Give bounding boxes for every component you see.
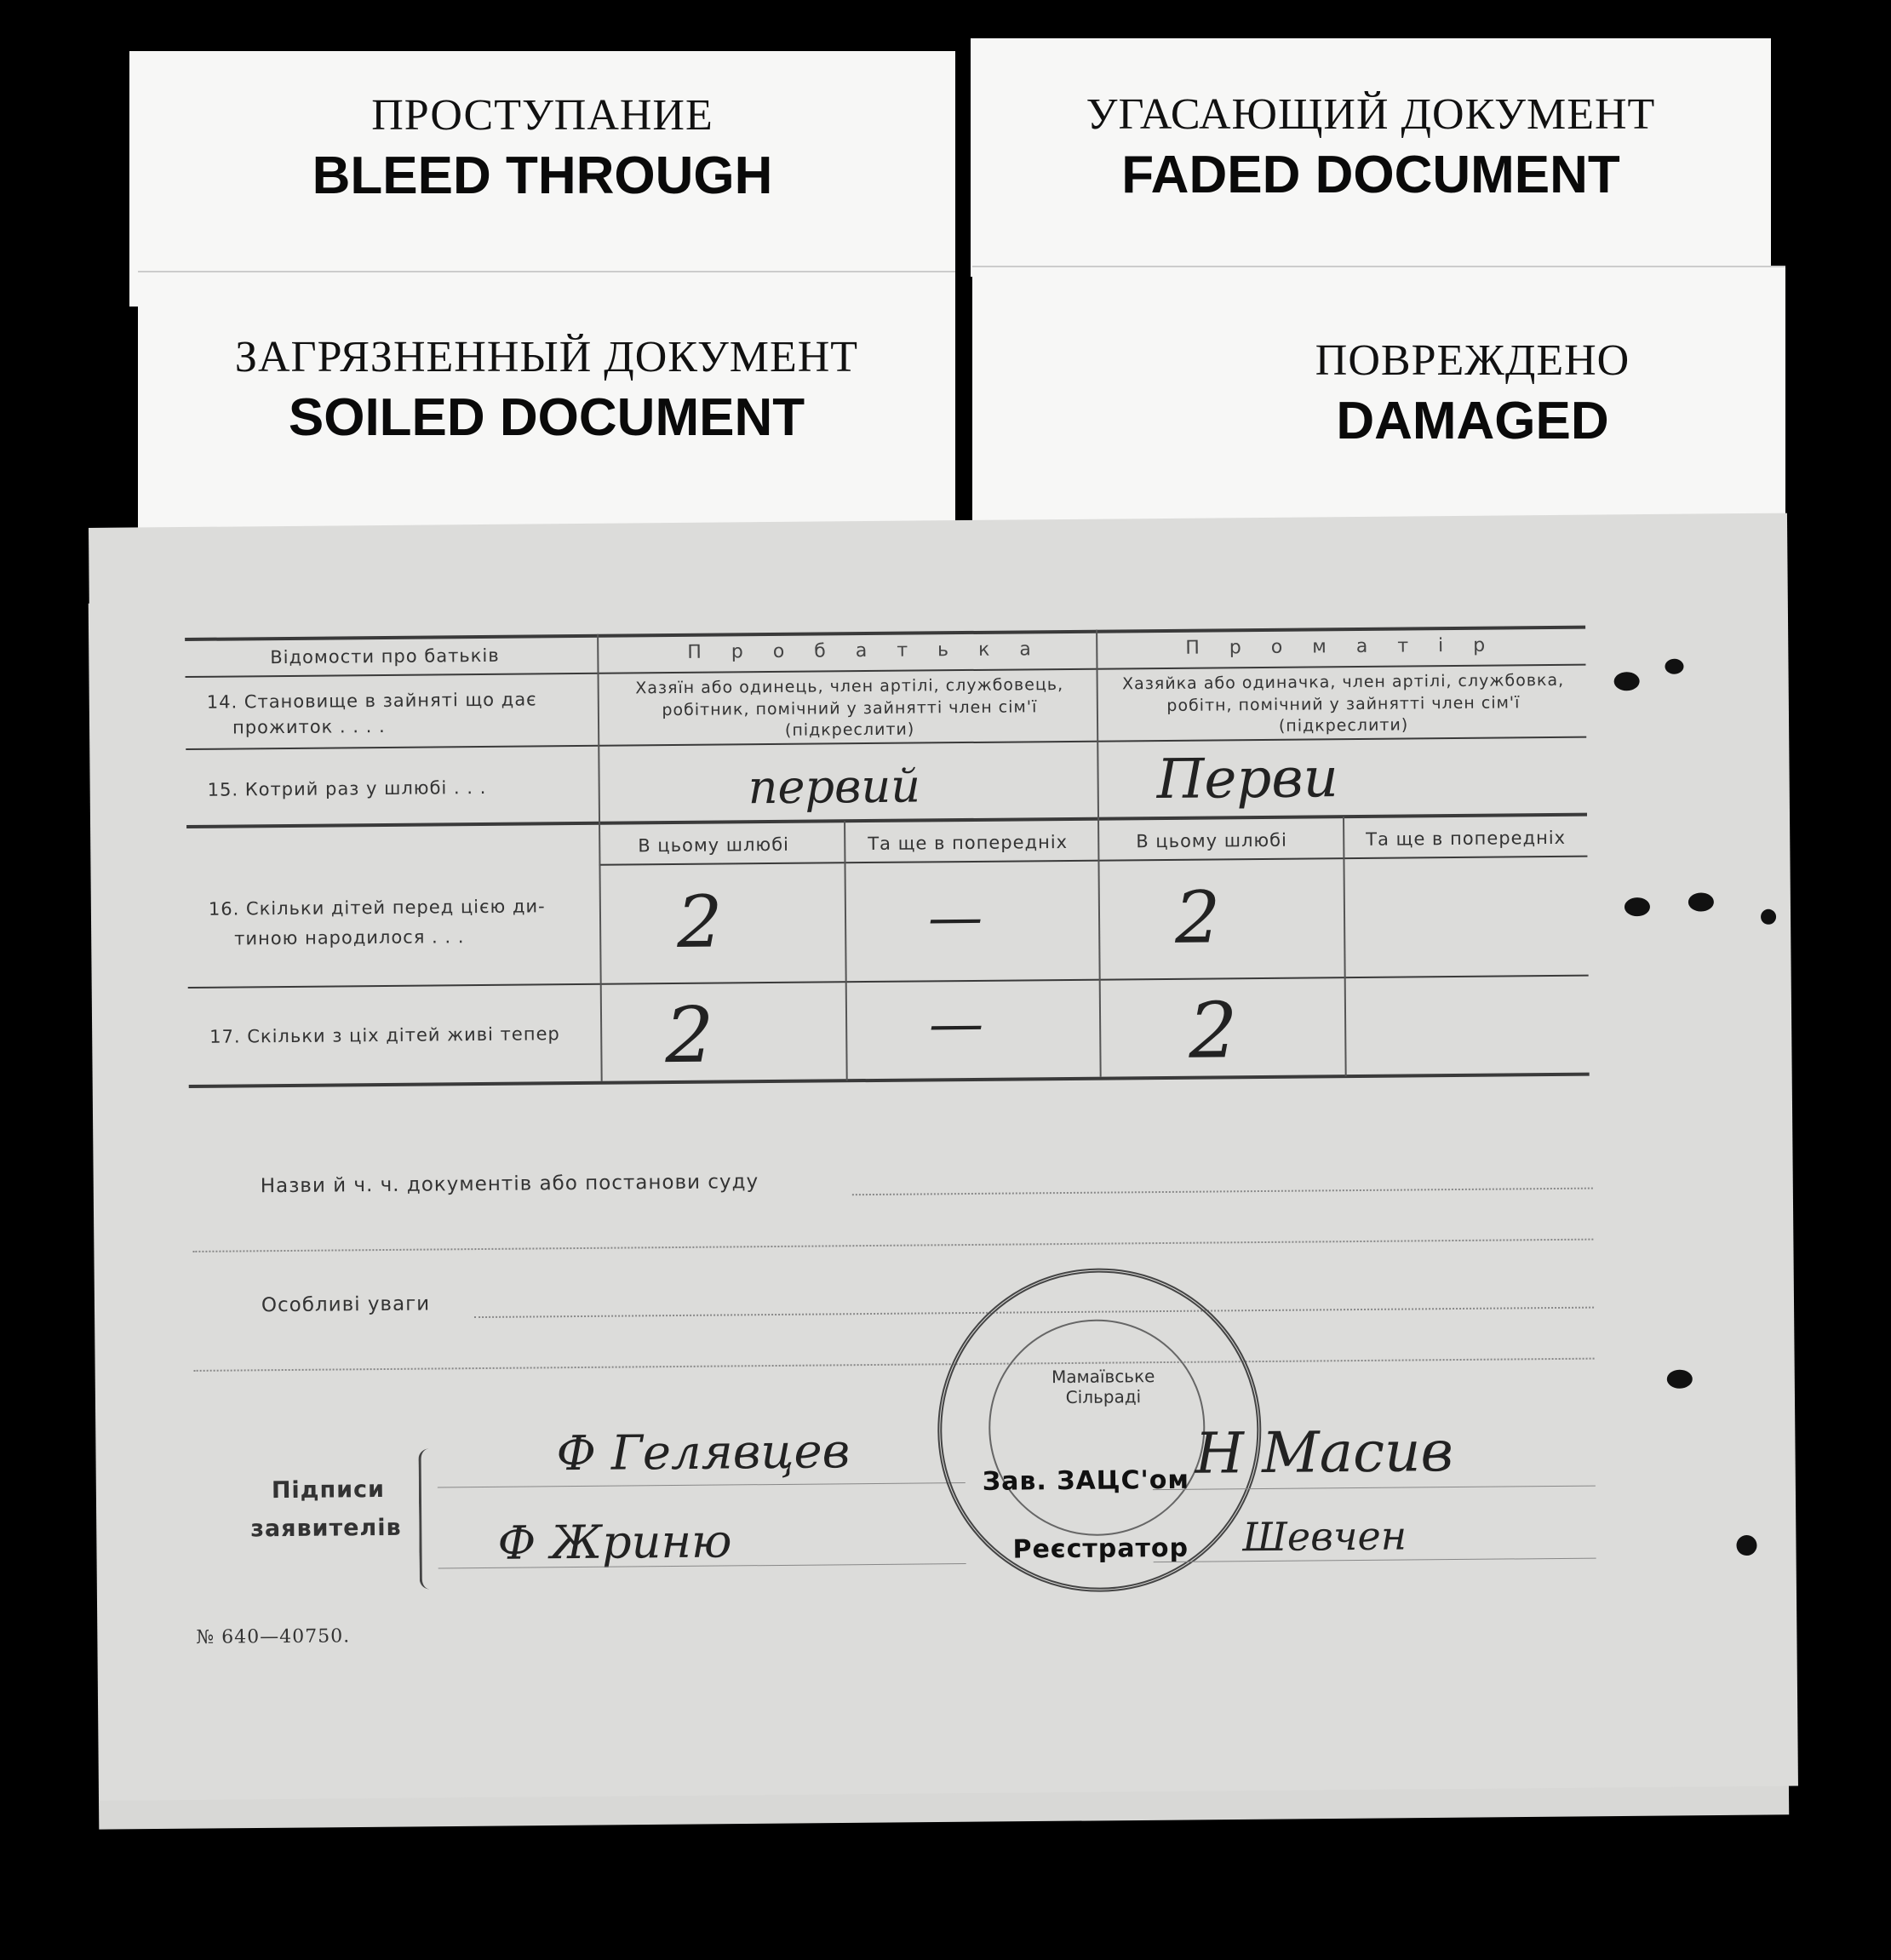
seal-text: Мамаївське Сільраді (1051, 1366, 1155, 1408)
row15-label: 15. Котрий раз у шлюбі . . . (207, 777, 487, 800)
row14-label-cont: прожиток . . . . (232, 715, 386, 738)
card-title-ru: УГАСАЮЩИЙ ДОКУМЕНТ (1086, 90, 1656, 139)
row15-father-value: первий (748, 759, 921, 815)
header-mother: П р о м а т і р (1185, 634, 1498, 659)
faded-document-card (971, 38, 1771, 277)
notes-label: Особливі уваги (261, 1292, 431, 1317)
row17-label: 17. Скільки з ціх дітей живі тепер (209, 1023, 560, 1047)
card-title-en: FADED DOCUMENT (1121, 146, 1620, 204)
registry-form-sheet (89, 513, 1798, 1801)
applicants-label: заявителів (250, 1514, 402, 1543)
header-father: П р о б а т ь к а (687, 639, 1043, 663)
parents-table (185, 626, 1585, 1081)
row17-mother-this: 2 (1188, 986, 1238, 1076)
subheader-father-previous: Та ще в попередніх (868, 831, 1069, 855)
registrar-signature: Шевчен (1242, 1512, 1407, 1561)
subheader-father-this: В цьому шлюбі (638, 834, 790, 857)
card-title-ru: ПОВРЕЖДЕНО (1315, 336, 1630, 385)
row16-mother-this: 2 (1174, 875, 1221, 960)
row16-label-cont: тиною народилося . . . (234, 926, 465, 949)
row16-father-previous: — (927, 885, 983, 950)
applicant-signature-1: Ф Гелявцев (556, 1424, 851, 1482)
row17-father-previous: — (928, 992, 984, 1057)
subheader-mother-previous: Та ще в попередніх (1366, 827, 1567, 850)
row14-label: 14. Становище в зайняті що дає (206, 689, 537, 713)
row16-label: 16. Скільки дітей перед цією ди- (208, 896, 546, 920)
zags-head-label: Зав. ЗАЦС'ом (982, 1464, 1190, 1497)
card-title-ru: ПРОСТУПАНИЕ (371, 91, 713, 140)
row15-mother-value: Перви (1156, 747, 1339, 812)
row17-father-this: 2 (664, 990, 714, 1081)
subheader-mother-this: В цьому шлюбі (1136, 829, 1288, 852)
applicant-signature-2: Ф Жриню (497, 1514, 732, 1570)
header-parents-info: Відомости про батьків (270, 645, 500, 668)
registrar-label: Реєстратор (1012, 1533, 1189, 1565)
row16-father-this: 2 (676, 880, 723, 964)
card-title-ru: ЗАГРЯЗНЕННЫЙ ДОКУМЕНТ (234, 333, 859, 381)
card-title-en: SOILED DOCUMENT (288, 388, 805, 447)
card-title-en: BLEED THROUGH (312, 146, 773, 205)
documents-label: Назви й ч. ч. документів або постанови суду (260, 1171, 759, 1198)
bleed-through-card (129, 51, 955, 307)
zags-head-signature: Н Масив (1195, 1418, 1454, 1487)
card-title-en: DAMAGED (1336, 392, 1609, 450)
soiled-document-card (138, 271, 955, 545)
row14-mother-options: Хазяйка або одиначка, член артілі, службовка, робітн, помічний у зайнятті член сім'ї (підкреслити) (1122, 670, 1565, 736)
form-number: № 640—40750. (196, 1625, 351, 1648)
signatures-label: Підписи (271, 1476, 386, 1504)
row14-father-options: Хазяїн або одинець, член артілі, службовець, робітник, помічний у зайнятті член сім'ї (підкреслити) (635, 675, 1064, 741)
damaged-card (972, 266, 1785, 548)
